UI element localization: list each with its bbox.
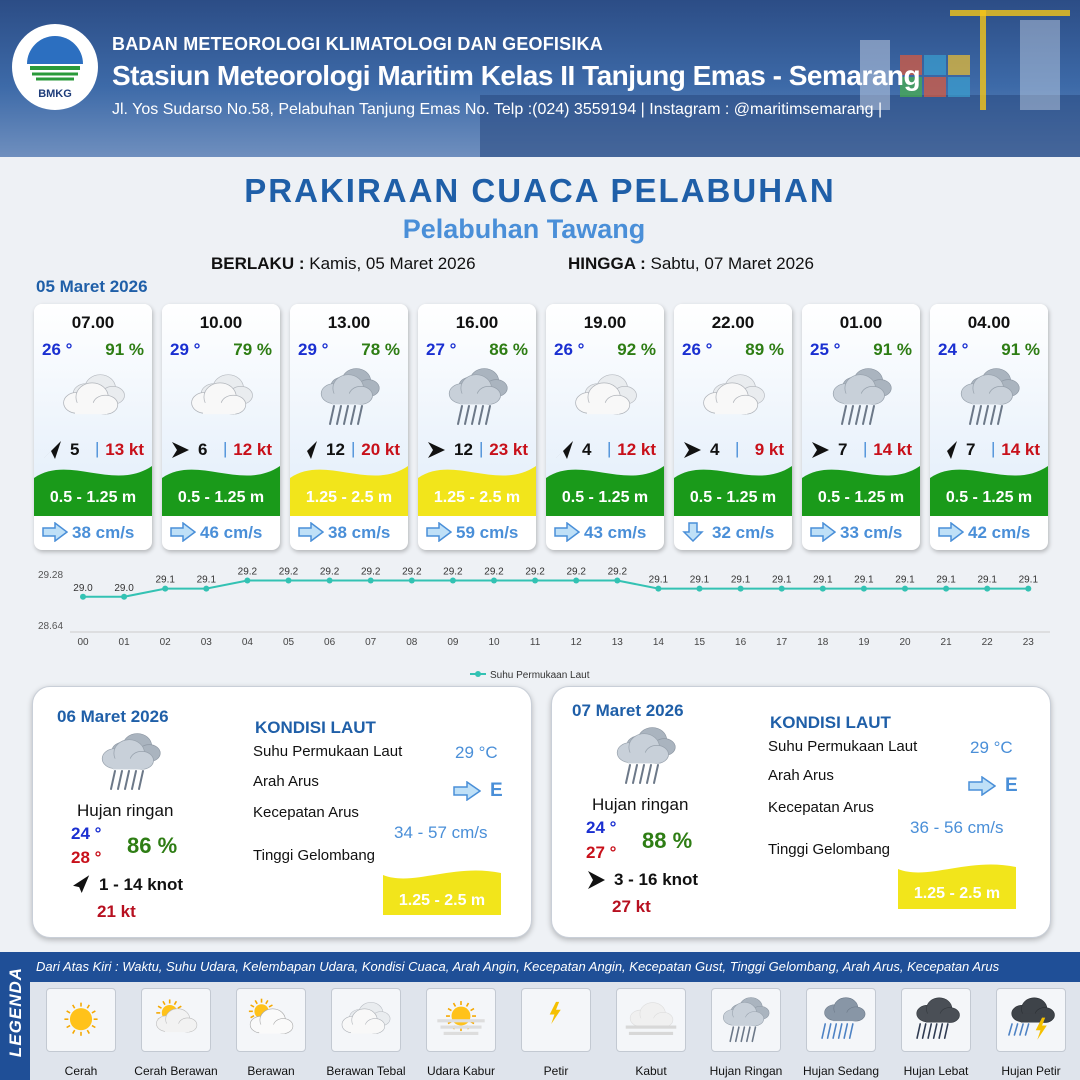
legend-item-label: Berawan Tebal xyxy=(326,1064,406,1078)
sst-point xyxy=(573,578,579,584)
x-tick-label: 23 xyxy=(1022,637,1034,648)
sst-data-label: 29.2 xyxy=(278,566,299,578)
wind-speed: 4 xyxy=(710,440,720,459)
day-panel-07 xyxy=(551,686,1051,938)
sst-data-label: 29.1 xyxy=(689,574,710,586)
x-tick-label: 08 xyxy=(406,637,418,648)
sst-point xyxy=(203,586,209,592)
sst-data-label: 29.1 xyxy=(895,574,915,586)
humidity: 91 % xyxy=(105,340,144,359)
panel-temp-max: 28 ° xyxy=(71,848,102,867)
sst-data-label: 29.2 xyxy=(607,566,628,578)
legend-item xyxy=(996,988,1066,1052)
sst-data-label: 29.2 xyxy=(360,566,381,578)
panel-temp-min: 24 ° xyxy=(71,824,102,843)
sst-point xyxy=(614,578,620,584)
value-separator: | xyxy=(991,439,996,458)
x-tick-label: 10 xyxy=(488,637,500,648)
sst-chart xyxy=(0,560,1080,690)
valid-from-value: Kamis, 05 Maret 2026 xyxy=(309,254,476,273)
wind-direction-icon xyxy=(938,440,958,460)
forecast-time: 16.00 xyxy=(455,313,499,332)
wind-speed: 5 xyxy=(70,440,80,459)
gust-speed: 12 kt xyxy=(617,440,656,459)
value-separator: | xyxy=(223,439,228,458)
current-speed: 43 cm/s xyxy=(584,523,647,542)
sst-point xyxy=(121,594,127,600)
value-separator: | xyxy=(863,439,868,458)
berawan-icon xyxy=(241,993,301,1047)
air-temperature: 29 ° xyxy=(298,340,329,359)
sst-data-label: 29.2 xyxy=(566,566,586,578)
forecast-card xyxy=(290,304,408,550)
sst-point xyxy=(1025,586,1031,592)
hujan-ringan-icon xyxy=(952,366,1028,428)
wave-height: 0.5 - 1.25 m xyxy=(945,489,1033,506)
sst-point xyxy=(450,578,456,584)
sst-point xyxy=(779,586,785,592)
current-speed: 32 cm/s xyxy=(712,523,775,542)
panel-gust: 27 kt xyxy=(612,897,651,916)
gust-speed: 20 kt xyxy=(361,440,400,459)
legend-item xyxy=(426,988,496,1052)
sst-point xyxy=(409,578,415,584)
hujan-ringan-icon xyxy=(93,731,169,797)
legend-item-label: Berawan xyxy=(247,1064,295,1078)
value-separator: | xyxy=(95,439,100,458)
legend-item-label: Cerah Berawan xyxy=(134,1064,218,1078)
cerah-icon xyxy=(51,993,111,1047)
legend-item xyxy=(901,988,971,1052)
wave-height: 0.5 - 1.25 m xyxy=(177,489,265,506)
x-tick-label: 19 xyxy=(858,637,870,648)
wave-label: Tinggi Gelombang xyxy=(253,847,376,864)
sst-point xyxy=(943,586,949,592)
berawan-tebal-icon xyxy=(184,366,260,428)
sst-point xyxy=(820,586,826,592)
wave-height-value: 1.25 - 2.5 m xyxy=(913,885,1001,902)
legend-item-label: Hujan Ringan xyxy=(709,1064,783,1078)
x-tick-label: 17 xyxy=(776,637,788,648)
sst-point xyxy=(738,586,744,592)
udara-kabur-icon xyxy=(431,993,491,1047)
wind-speed: 7 xyxy=(966,440,976,459)
forecast-time: 10.00 xyxy=(199,313,243,332)
sst-label: Suhu Permukaan Laut xyxy=(768,738,918,755)
forecast-time: 13.00 xyxy=(327,313,371,332)
legend-item xyxy=(711,988,781,1052)
legend-item-label: Udara Kabur xyxy=(426,1064,496,1078)
sst-data-label: 29.2 xyxy=(319,566,340,578)
petir-icon xyxy=(526,993,586,1047)
sst-data-label: 29.1 xyxy=(730,574,751,586)
x-tick-label: 14 xyxy=(652,637,664,648)
sst-point xyxy=(532,578,538,584)
x-tick-label: 06 xyxy=(324,637,336,648)
air-temperature: 29 ° xyxy=(170,340,201,359)
panel-humidity: 86 % xyxy=(127,833,178,858)
valid-to-value: Sabtu, 07 Maret 2026 xyxy=(650,254,815,273)
forecast-card xyxy=(546,304,664,550)
sst-data-label: 29.1 xyxy=(1018,574,1039,586)
hujan-ringan-icon xyxy=(440,366,516,428)
panel-wind-speed: 1 - 14 knot xyxy=(99,875,184,894)
legend-entry: Suhu Permukaan Laut xyxy=(490,670,590,681)
humidity: 86 % xyxy=(489,340,528,359)
sst-data-label: 29.1 xyxy=(648,574,669,586)
sst-data-label: 29.0 xyxy=(73,582,93,594)
current-direction-icon xyxy=(682,522,708,542)
sst-label: Suhu Permukaan Laut xyxy=(253,743,403,760)
sst-point xyxy=(286,578,292,584)
legend-item xyxy=(806,988,876,1052)
kabut-icon xyxy=(621,993,681,1047)
wind-direction-icon xyxy=(554,440,574,460)
forecast-time: 04.00 xyxy=(967,313,1011,332)
gust-speed: 14 kt xyxy=(1001,440,1040,459)
sst-point xyxy=(902,586,908,592)
valid-from-label: BERLAKU : xyxy=(211,254,305,273)
sst-point xyxy=(162,586,168,592)
legend-item xyxy=(141,988,211,1052)
sst-data-label: 29.1 xyxy=(771,574,792,586)
hujan-ringan-icon xyxy=(608,725,684,791)
forecast-card xyxy=(802,304,920,550)
legend-item xyxy=(331,988,401,1052)
legend-item-label: Petir xyxy=(543,1064,569,1078)
sst-series-line xyxy=(83,581,1028,597)
panel-temp-min: 24 ° xyxy=(586,818,617,837)
gust-speed: 9 kt xyxy=(754,440,784,459)
cerah-berawan-icon xyxy=(146,993,206,1047)
sst-point xyxy=(861,586,867,592)
sst-data-label: 29.1 xyxy=(936,574,956,586)
sst-point xyxy=(491,578,497,584)
wave-height: 0.5 - 1.25 m xyxy=(817,489,905,506)
panel-date: 07 Maret 2026 xyxy=(572,701,684,720)
station-address: Jl. Yos Sudarso No.58, Pelabuhan Tanjung Emas No. Telp :(024) 3559194 | Instagram : @maritimsemarang | xyxy=(112,101,883,118)
wind-direction-icon xyxy=(586,870,606,890)
hujan-petir-icon xyxy=(1001,993,1061,1047)
wind-direction-icon xyxy=(170,440,190,460)
sst-value: 29 °C xyxy=(455,743,498,762)
current-direction-icon xyxy=(42,522,68,542)
humidity: 79 % xyxy=(233,340,272,359)
air-temperature: 24 ° xyxy=(938,340,969,359)
x-tick-label: 21 xyxy=(940,637,952,648)
humidity: 91 % xyxy=(1001,340,1040,359)
current-speed: 38 cm/s xyxy=(328,523,391,542)
sst-data-label: 29.2 xyxy=(402,566,422,578)
current-dir-value: E xyxy=(490,780,503,801)
sea-condition-title: KONDISI LAUT xyxy=(255,718,376,737)
sst-point xyxy=(655,586,661,592)
forecast-card xyxy=(418,304,536,550)
sst-data-label: 29.2 xyxy=(525,566,545,578)
current-speed-value: 36 - 56 cm/s xyxy=(910,818,1004,837)
x-tick-label: 09 xyxy=(447,637,459,648)
current-speed: 42 cm/s xyxy=(968,523,1031,542)
gust-speed: 23 kt xyxy=(489,440,528,459)
wave-height: 0.5 - 1.25 m xyxy=(689,489,777,506)
sst-point xyxy=(697,586,703,592)
day1-date: 05 Maret 2026 xyxy=(36,277,148,296)
legend-item-label: Hujan Sedang xyxy=(802,1064,880,1078)
legend-description: Dari Atas Kiri : Waktu, Suhu Udara, Kelembapan Udara, Kondisi Cuaca, Arah Angin, Kecepatan Angin, Kecepatan Gust, Tinggi Gelombang, Arah Arus, Kecepatan Arus xyxy=(30,952,1080,982)
x-tick-label: 15 xyxy=(693,637,706,648)
x-tick-label: 03 xyxy=(200,637,212,648)
legend-side-label: LEGENDA xyxy=(0,952,30,1080)
air-temperature: 26 ° xyxy=(554,340,585,359)
value-separator: | xyxy=(607,439,612,458)
current-speed-label: Kecepatan Arus xyxy=(253,804,359,821)
humidity: 78 % xyxy=(361,340,400,359)
forecast-time: 19.00 xyxy=(583,313,627,332)
current-speed: 38 cm/s xyxy=(72,523,135,542)
x-tick-label: 16 xyxy=(735,637,747,648)
x-tick-label: 07 xyxy=(365,637,377,648)
forecast-card xyxy=(34,304,152,550)
wave-height: 1.25 - 2.5 m xyxy=(305,489,393,506)
sst-data-label: 29.0 xyxy=(114,582,134,594)
panel-condition: Hujan ringan xyxy=(77,801,174,820)
sst-data-label: 29.1 xyxy=(155,574,175,586)
current-dir-label: Arah Arus xyxy=(768,767,834,784)
air-temperature: 27 ° xyxy=(426,340,457,359)
valid-to xyxy=(568,254,814,274)
wind-speed: 12 xyxy=(326,440,345,459)
current-direction-icon xyxy=(426,522,452,542)
logo-text: BMKG xyxy=(38,88,72,100)
sst-point xyxy=(244,578,250,584)
wave-label: Tinggi Gelombang xyxy=(768,841,891,858)
humidity: 92 % xyxy=(617,340,656,359)
current-speed-value: 34 - 57 cm/s xyxy=(394,823,488,842)
berawan-tebal-icon xyxy=(56,366,132,428)
current-speed: 33 cm/s xyxy=(840,523,903,542)
panel-humidity: 88 % xyxy=(642,828,693,853)
panel-date: 06 Maret 2026 xyxy=(57,707,169,726)
legend-item-label: Hujan Petir xyxy=(1001,1064,1061,1078)
forecast-time: 01.00 xyxy=(839,313,883,332)
forecast-card xyxy=(674,304,792,550)
x-tick-label: 11 xyxy=(529,637,541,648)
legend-item xyxy=(521,988,591,1052)
current-speed-label: Kecepatan Arus xyxy=(768,799,874,816)
valid-from xyxy=(211,254,476,274)
legend-item xyxy=(616,988,686,1052)
wind-speed: 6 xyxy=(198,440,208,459)
value-separator: | xyxy=(735,439,740,458)
page-title: PRAKIRAAN CUACA PELABUHAN xyxy=(244,172,836,209)
berawan-tebal-icon xyxy=(336,993,396,1047)
wave-height-value: 1.25 - 2.5 m xyxy=(398,892,486,909)
x-tick-label: 13 xyxy=(611,637,623,648)
sst-point xyxy=(327,578,333,584)
hujan-sedang-icon xyxy=(811,993,871,1047)
gust-speed: 12 kt xyxy=(233,440,272,459)
wind-direction-icon xyxy=(682,440,702,460)
humidity: 89 % xyxy=(745,340,784,359)
gust-speed: 13 kt xyxy=(105,440,144,459)
legend-item xyxy=(46,988,116,1052)
bmkg-logo xyxy=(12,24,98,110)
y-tick-label: 28.64 xyxy=(38,621,64,632)
sst-data-label: 29.2 xyxy=(237,566,258,578)
value-separator: | xyxy=(351,439,356,458)
sst-data-label: 29.1 xyxy=(196,574,217,586)
wave-height: 1.25 - 2.5 m xyxy=(433,489,521,506)
wave-height: 0.5 - 1.25 m xyxy=(561,489,649,506)
wind-direction-icon xyxy=(810,440,830,460)
current-direction-icon xyxy=(170,522,196,542)
hujan-ringan-icon xyxy=(716,993,776,1047)
forecast-card xyxy=(930,304,1048,550)
sst-data-label: 29.1 xyxy=(977,574,997,586)
air-temperature: 26 ° xyxy=(682,340,713,359)
x-tick-label: 22 xyxy=(981,637,993,648)
current-direction-icon xyxy=(938,522,964,542)
legend-item-label: Cerah xyxy=(64,1064,98,1078)
day-panel-06 xyxy=(32,686,532,938)
berawan-tebal-icon xyxy=(568,366,644,428)
x-tick-label: 05 xyxy=(282,637,295,648)
y-tick-label: 29.28 xyxy=(38,570,64,581)
panel-condition: Hujan ringan xyxy=(592,795,689,814)
valid-to-label: HINGGA : xyxy=(568,254,646,273)
wind-speed: 4 xyxy=(582,440,592,459)
forecast-time: 22.00 xyxy=(711,313,755,332)
legend-marker-icon xyxy=(475,671,481,677)
wind-direction-icon xyxy=(71,875,91,895)
value-separator: | xyxy=(479,439,484,458)
organization-name: BADAN METEOROLOGI KLIMATOLOGI DAN GEOFISIKA xyxy=(112,34,603,54)
x-tick-label: 02 xyxy=(159,637,171,648)
sst-data-label: 29.2 xyxy=(484,566,504,578)
sst-value: 29 °C xyxy=(970,738,1013,757)
sst-point xyxy=(984,586,990,592)
current-speed: 46 cm/s xyxy=(200,523,263,542)
hujan-ringan-icon xyxy=(824,366,900,428)
wind-direction-icon xyxy=(426,440,446,460)
current-direction-icon xyxy=(810,522,836,542)
station-name: Stasiun Meteorologi Maritim Kelas II Tanjung Emas - Semarang xyxy=(112,60,921,91)
current-arrow-icon xyxy=(453,781,481,801)
x-tick-label: 00 xyxy=(77,637,89,648)
berawan-tebal-icon xyxy=(696,366,772,428)
x-tick-label: 12 xyxy=(570,637,582,648)
current-arrow-icon xyxy=(968,776,996,796)
x-tick-label: 20 xyxy=(899,637,911,648)
x-tick-label: 18 xyxy=(817,637,829,648)
sst-data-label: 29.1 xyxy=(854,574,874,586)
air-temperature: 25 ° xyxy=(810,340,841,359)
wave-height: 0.5 - 1.25 m xyxy=(49,489,137,506)
current-dir-value: E xyxy=(1005,775,1018,796)
port-name: Pelabuhan Tawang xyxy=(402,214,646,244)
forecast-time: 07.00 xyxy=(71,313,115,332)
x-tick-label: 01 xyxy=(118,637,130,648)
humidity: 91 % xyxy=(873,340,912,359)
current-direction-icon xyxy=(554,522,580,542)
sst-point xyxy=(80,594,86,600)
air-temperature: 26 ° xyxy=(42,340,73,359)
gust-speed: 14 kt xyxy=(873,440,912,459)
forecast-card xyxy=(162,304,280,550)
sst-data-label: 29.1 xyxy=(813,574,833,586)
header-banner xyxy=(0,0,1080,157)
legend-item-label: Hujan Lebat xyxy=(903,1064,969,1078)
legend-item xyxy=(236,988,306,1052)
sst-point xyxy=(368,578,374,584)
wind-speed: 12 xyxy=(454,440,473,459)
x-tick-label: 04 xyxy=(241,637,253,648)
current-dir-label: Arah Arus xyxy=(253,773,319,790)
sst-data-label: 29.2 xyxy=(443,566,463,578)
hujan-ringan-icon xyxy=(312,366,388,428)
wind-speed: 7 xyxy=(838,440,848,459)
current-direction-icon xyxy=(298,522,324,542)
current-speed: 59 cm/s xyxy=(456,523,519,542)
sea-condition-title: KONDISI LAUT xyxy=(770,713,891,732)
wind-direction-icon xyxy=(42,440,62,460)
panel-gust: 21 kt xyxy=(97,902,136,921)
wind-direction-icon xyxy=(298,440,318,460)
panel-wind-speed: 3 - 16 knot xyxy=(614,870,699,889)
legend-item-label: Kabut xyxy=(635,1064,667,1078)
hujan-lebat-icon xyxy=(906,993,966,1047)
panel-temp-max: 27 ° xyxy=(586,843,617,862)
